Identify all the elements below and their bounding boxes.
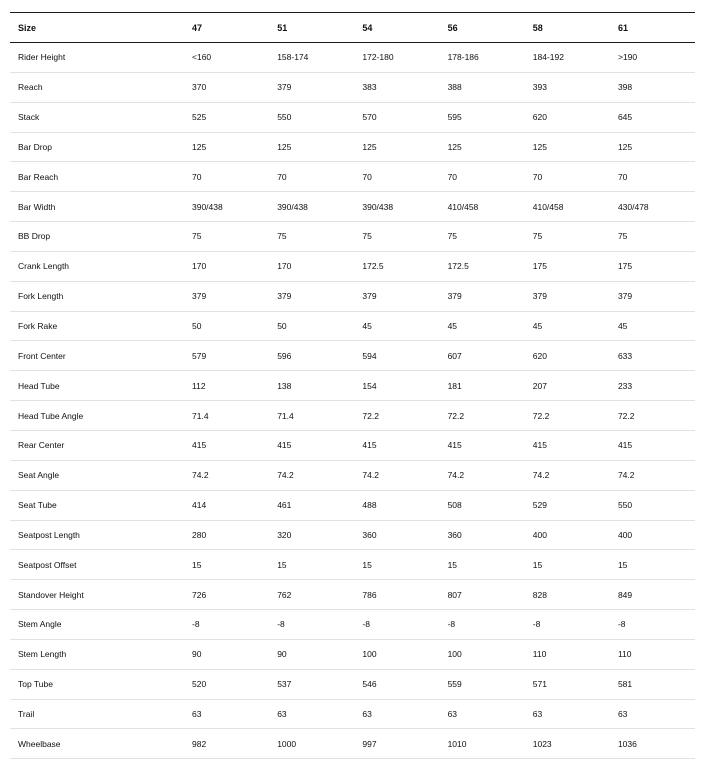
row-label: Stem Length	[18, 649, 67, 660]
table-cell: 415	[447, 440, 462, 451]
table-row	[10, 550, 695, 580]
table-cell: 997	[362, 738, 377, 749]
table-cell: 726	[192, 589, 207, 600]
row-label: Rear Center	[18, 440, 65, 451]
table-row	[10, 580, 695, 610]
table-cell: 398	[617, 82, 633, 93]
table-cell: 525	[192, 112, 207, 123]
table-cell: 430/478	[617, 201, 649, 212]
table-cell: 100	[447, 649, 462, 660]
table-cell: 1010	[447, 738, 467, 749]
table-cell: 1000	[277, 738, 297, 749]
table-cell: 645	[617, 112, 633, 123]
table-cell: 379	[362, 291, 377, 302]
table-row	[10, 192, 695, 222]
table-cell: 570	[362, 112, 377, 123]
row-label: Crank Length	[18, 261, 70, 272]
table-row	[10, 281, 695, 311]
table-cell: 379	[447, 291, 462, 302]
table-cell: 75	[362, 231, 372, 242]
table-cell: 15	[192, 559, 202, 570]
table-cell: 110	[617, 649, 632, 660]
table-row	[10, 490, 695, 520]
table-cell: 125	[192, 141, 207, 152]
table-cell: 74.2	[362, 470, 379, 481]
table-cell: >190	[617, 52, 638, 63]
header-size-56: 56	[447, 22, 458, 33]
table-row	[10, 311, 695, 341]
table-cell: 546	[362, 679, 377, 690]
table-cell: 849	[617, 589, 633, 600]
table-cell: 112	[192, 380, 206, 391]
table-cell: 184-192	[532, 52, 564, 63]
table-cell: 786	[362, 589, 377, 600]
row-label: Wheelbase	[18, 738, 61, 749]
table-cell: 520	[192, 679, 207, 690]
table-cell: 410/458	[532, 201, 564, 212]
table-cell: -8	[362, 619, 370, 630]
table-cell: 388	[447, 82, 462, 93]
table-cell: 360	[447, 529, 462, 540]
table-cell: 70	[617, 171, 628, 182]
table-cell: 390/438	[362, 201, 394, 212]
table-cell: 175	[532, 261, 547, 272]
table-cell: 581	[617, 679, 633, 690]
table-cell: 414	[192, 500, 207, 511]
table-cell: -8	[192, 619, 200, 630]
table-cell: 70	[277, 171, 287, 182]
table-cell: 550	[277, 112, 292, 123]
table-cell: 415	[532, 440, 547, 451]
table-cell: 172-180	[362, 52, 394, 63]
table-cell: 74.2	[447, 470, 465, 481]
row-label: Bar Width	[18, 201, 56, 212]
header-size-54: 54	[362, 22, 373, 33]
table-row	[10, 162, 695, 192]
table-cell: 15	[532, 559, 543, 570]
table-cell: 72.2	[617, 410, 635, 421]
table-cell: 559	[447, 679, 462, 690]
table-cell: 72.2	[362, 410, 379, 421]
table-cell: 379	[277, 291, 292, 302]
table-cell: 415	[277, 440, 292, 451]
table-row	[10, 699, 695, 729]
table-cell: 15	[277, 559, 287, 570]
table-cell: 571	[532, 679, 547, 690]
table-cell: 15	[447, 559, 458, 570]
table-cell: 508	[447, 500, 462, 511]
table-cell: 360	[362, 529, 377, 540]
table-cell: 633	[617, 350, 633, 361]
table-cell: 620	[532, 350, 547, 361]
table-cell: 596	[277, 350, 292, 361]
header-size-58: 58	[532, 22, 543, 33]
table-cell: 415	[617, 440, 633, 451]
table-cell: 154	[362, 380, 377, 391]
table-cell: -8	[277, 619, 285, 630]
table-cell: 172.5	[362, 261, 384, 272]
table-cell: 15	[362, 559, 372, 570]
table-cell: 233	[617, 380, 633, 391]
table-cell: 75	[447, 231, 458, 242]
row-label: Trail	[18, 708, 35, 719]
table-cell: 400	[532, 529, 547, 540]
table-cell: 537	[277, 679, 292, 690]
table-cell: 1036	[617, 738, 637, 749]
header-row	[10, 13, 695, 43]
table-cell: 807	[447, 589, 462, 600]
table-cell: 181	[447, 380, 462, 391]
table-cell: 550	[617, 500, 633, 511]
table-cell: 579	[192, 350, 207, 361]
table-cell: 620	[532, 112, 547, 123]
table-cell: 90	[192, 649, 202, 660]
table-cell: 607	[447, 350, 462, 361]
row-label: Stem Angle	[18, 619, 62, 630]
row-label: Front Center	[18, 350, 66, 361]
table-cell: -8	[617, 619, 626, 630]
table-row	[10, 72, 695, 102]
table-cell: 70	[447, 171, 458, 182]
table-cell: 393	[532, 82, 547, 93]
table-cell: 410/458	[447, 201, 479, 212]
table-cell: 74.2	[192, 470, 209, 481]
table-cell: 415	[362, 440, 377, 451]
row-label: Seat Angle	[18, 470, 60, 481]
table-cell: 70	[192, 171, 202, 182]
table-cell: 100	[362, 649, 377, 660]
table-cell: 63	[192, 708, 202, 719]
table-cell: 125	[617, 141, 633, 152]
table-row	[10, 460, 695, 490]
table-cell: 72.2	[532, 410, 550, 421]
table-row	[10, 43, 695, 73]
table-cell: 75	[192, 231, 202, 242]
table-cell: 74.2	[617, 470, 635, 481]
row-label: Bar Drop	[18, 141, 53, 152]
row-label: Stack	[18, 112, 40, 123]
table-cell: 74.2	[277, 470, 294, 481]
table-cell: 125	[277, 141, 292, 152]
table-cell: 383	[362, 82, 377, 93]
table-cell: 90	[277, 649, 287, 660]
table-row	[10, 610, 695, 640]
row-label: Seat Tube	[18, 500, 57, 511]
table-cell: 390/438	[192, 201, 223, 212]
table-cell: 379	[617, 291, 633, 302]
table-row	[10, 520, 695, 550]
table-cell: 50	[277, 321, 287, 332]
table-cell: <160	[192, 52, 212, 63]
row-label: Rider Height	[18, 52, 66, 63]
table-cell: 45	[447, 321, 458, 332]
table-cell: 63	[447, 708, 458, 719]
table-cell: 74.2	[532, 470, 550, 481]
table-row	[10, 341, 695, 371]
table-cell: 762	[277, 589, 292, 600]
row-label: Seatpost Offset	[18, 559, 77, 570]
table-cell: 529	[532, 500, 547, 511]
table-cell: 379	[192, 291, 207, 302]
row-label: BB Drop	[18, 231, 51, 242]
table-cell: 207	[532, 380, 547, 391]
table-cell: 158-174	[277, 52, 309, 63]
table-cell: -8	[532, 619, 541, 630]
table-cell: 15	[617, 559, 628, 570]
row-label: Fork Length	[18, 291, 64, 302]
table-cell: 379	[277, 82, 292, 93]
table-cell: 45	[532, 321, 543, 332]
table-cell: 71.4	[277, 410, 294, 421]
table-row	[10, 401, 695, 431]
table-row	[10, 639, 695, 669]
row-label: Seatpost Length	[18, 529, 80, 540]
table-cell: 75	[532, 231, 543, 242]
table-cell: 320	[277, 529, 292, 540]
table-row	[10, 430, 695, 460]
table-cell: 1023	[532, 738, 552, 749]
geometry-table-header	[10, 13, 695, 43]
table-cell: 50	[192, 321, 202, 332]
table-cell: 75	[277, 231, 287, 242]
table-cell: -8	[447, 619, 456, 630]
table-cell: 390/438	[277, 201, 308, 212]
table-row	[10, 669, 695, 699]
table-cell: 461	[277, 500, 292, 511]
table-cell: 125	[447, 141, 462, 152]
table-cell: 280	[192, 529, 207, 540]
geometry-table	[10, 12, 695, 759]
row-label: Fork Rake	[18, 321, 58, 332]
table-cell: 70	[532, 171, 543, 182]
row-label: Top Tube	[18, 679, 53, 690]
row-label: Reach	[18, 82, 43, 93]
row-label: Standover Height	[18, 589, 84, 600]
table-cell: 125	[362, 141, 377, 152]
table-cell: 70	[362, 171, 372, 182]
table-cell: 379	[532, 291, 547, 302]
table-cell: 71.4	[192, 410, 209, 421]
table-cell: 488	[362, 500, 377, 511]
table-row	[10, 729, 695, 759]
table-cell: 172.5	[447, 261, 469, 272]
table-row	[10, 102, 695, 132]
table-cell: 982	[192, 738, 207, 749]
table-cell: 45	[362, 321, 372, 332]
table-cell: 138	[277, 380, 292, 391]
header-size-47: 47	[192, 22, 203, 33]
table-cell: 828	[532, 589, 547, 600]
header-size-label: Size	[18, 22, 37, 33]
table-cell: 400	[617, 529, 633, 540]
row-label: Bar Reach	[18, 171, 59, 182]
row-label: Head Tube	[18, 380, 60, 391]
table-cell: 125	[532, 141, 547, 152]
table-cell: 175	[617, 261, 633, 272]
table-cell: 595	[447, 112, 462, 123]
table-cell: 63	[532, 708, 543, 719]
table-cell: 72.2	[447, 410, 465, 421]
table-cell: 594	[362, 350, 377, 361]
header-size-61: 61	[617, 22, 628, 33]
table-cell: 170	[192, 261, 207, 272]
table-cell: 110	[532, 649, 547, 660]
table-row	[10, 371, 695, 401]
table-cell: 170	[277, 261, 292, 272]
table-row	[10, 222, 695, 252]
table-cell: 75	[617, 231, 628, 242]
table-row	[10, 132, 695, 162]
table-cell: 63	[617, 708, 628, 719]
table-cell: 370	[192, 82, 207, 93]
table-cell: 63	[362, 708, 372, 719]
row-label: Head Tube Angle	[18, 410, 84, 421]
table-cell: 178-186	[447, 52, 479, 63]
table-cell: 415	[192, 440, 207, 451]
table-row	[10, 251, 695, 281]
geometry-table-body	[10, 43, 695, 759]
table-cell: 45	[617, 321, 628, 332]
header-size-51: 51	[277, 22, 288, 33]
table-cell: 63	[277, 708, 287, 719]
